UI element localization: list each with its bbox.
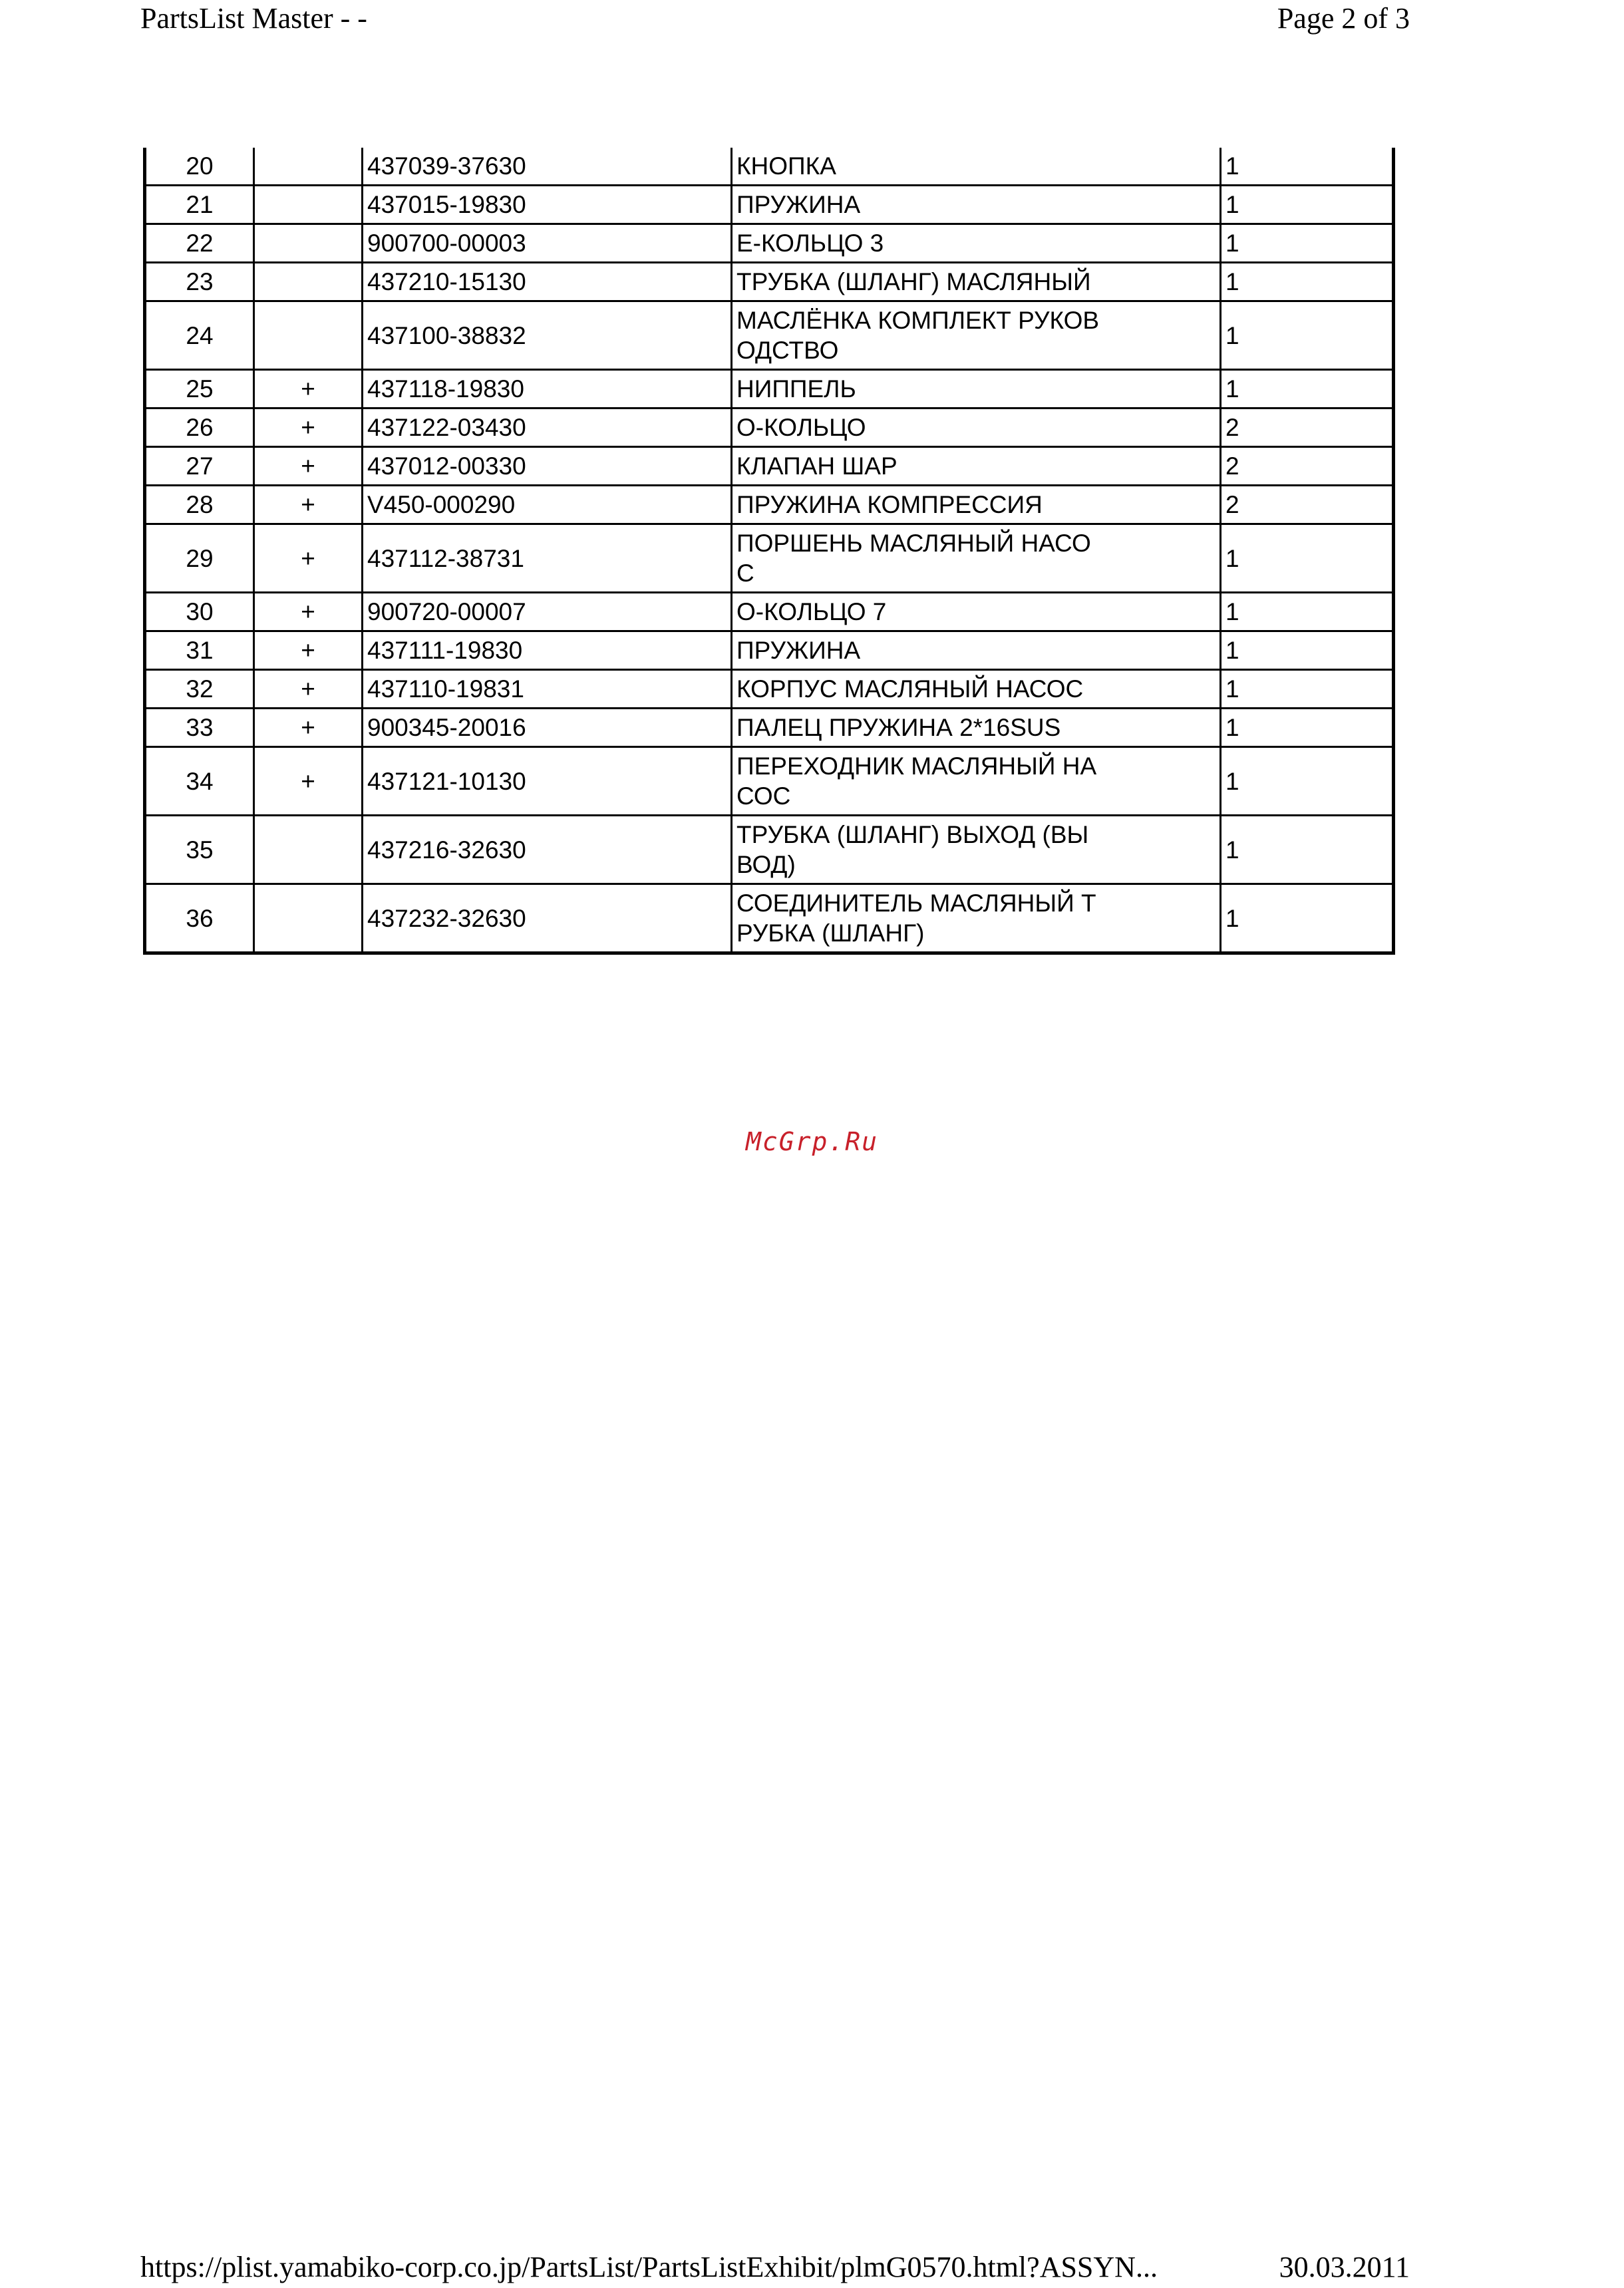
part-number-index: 25 <box>145 370 254 409</box>
part-number-index: 35 <box>145 816 254 884</box>
table-row <box>145 747 1394 816</box>
parts-table <box>143 148 1395 955</box>
part-description: Е-КОЛЬЦО 3 <box>732 224 1221 263</box>
part-code: 437012-00330 <box>363 447 732 486</box>
table-row <box>145 186 1394 224</box>
part-description: ПЕРЕХОДНИК МАСЛЯНЫЙ НА СОС <box>732 747 1221 816</box>
part-description: ТРУБКА (ШЛАНГ) ВЫХОД (ВЫ ВОД) <box>732 816 1221 884</box>
page-number: Page 2 of 3 <box>1277 2 1410 35</box>
part-mark: + <box>254 486 363 524</box>
table-row <box>145 709 1394 747</box>
part-number-index: 24 <box>145 301 254 370</box>
table-row <box>145 409 1394 447</box>
part-mark <box>254 301 363 370</box>
part-description: ПАЛЕЦ ПРУЖИНА 2*16SUS <box>732 709 1221 747</box>
part-number-index: 29 <box>145 524 254 593</box>
part-code: 437111-19830 <box>363 631 732 670</box>
part-quantity: 1 <box>1221 709 1394 747</box>
part-quantity: 1 <box>1221 148 1394 186</box>
part-quantity: 1 <box>1221 224 1394 263</box>
page-footer-date: 30.03.2011 <box>1279 2251 1410 2283</box>
part-code: 437100-38832 <box>363 301 732 370</box>
part-mark: + <box>254 670 363 709</box>
part-code: V450-000290 <box>363 486 732 524</box>
table-row <box>145 631 1394 670</box>
part-mark: + <box>254 709 363 747</box>
part-mark: + <box>254 409 363 447</box>
part-code: 437118-19830 <box>363 370 732 409</box>
part-quantity: 1 <box>1221 631 1394 670</box>
part-code: 437039-37630 <box>363 148 732 186</box>
watermark: McGrp.Ru <box>745 1127 879 1156</box>
part-quantity: 1 <box>1221 884 1394 953</box>
part-description: НИППЕЛЬ <box>732 370 1221 409</box>
part-number-index: 28 <box>145 486 254 524</box>
part-quantity: 1 <box>1221 670 1394 709</box>
part-description: О-КОЛЬЦО 7 <box>732 593 1221 631</box>
part-number-index: 22 <box>145 224 254 263</box>
table-row <box>145 524 1394 593</box>
part-mark <box>254 884 363 953</box>
part-mark <box>254 148 363 186</box>
table-row <box>145 224 1394 263</box>
part-code: 900720-00007 <box>363 593 732 631</box>
part-code: 437015-19830 <box>363 186 732 224</box>
part-code: 437122-03430 <box>363 409 732 447</box>
part-number-index: 31 <box>145 631 254 670</box>
part-code: 437232-32630 <box>363 884 732 953</box>
part-number-index: 23 <box>145 263 254 301</box>
part-mark <box>254 816 363 884</box>
part-description: СОЕДИНИТЕЛЬ МАСЛЯНЫЙ Т РУБКА (ШЛАНГ) <box>732 884 1221 953</box>
part-number-index: 20 <box>145 148 254 186</box>
part-mark <box>254 224 363 263</box>
part-description: О-КОЛЬЦО <box>732 409 1221 447</box>
part-code: 437110-19831 <box>363 670 732 709</box>
page-footer-url: https://plist.yamabiko-corp.co.jp/PartsList/PartsListExhibit/plmG0570.html?ASSYN... <box>140 2251 1158 2283</box>
part-code: 437112-38731 <box>363 524 732 593</box>
part-description: КНОПКА <box>732 148 1221 186</box>
part-mark: + <box>254 631 363 670</box>
table-row <box>145 447 1394 486</box>
part-quantity: 1 <box>1221 301 1394 370</box>
part-description: МАСЛЁНКА КОМПЛЕКТ РУКОВ ОДСТВО <box>732 301 1221 370</box>
part-quantity: 2 <box>1221 486 1394 524</box>
part-mark: + <box>254 370 363 409</box>
part-mark: + <box>254 447 363 486</box>
part-mark: + <box>254 747 363 816</box>
part-quantity: 1 <box>1221 263 1394 301</box>
part-number-index: 27 <box>145 447 254 486</box>
part-quantity: 1 <box>1221 593 1394 631</box>
part-description: ПОРШЕНЬ МАСЛЯНЫЙ НАСО С <box>732 524 1221 593</box>
part-mark <box>254 263 363 301</box>
part-quantity: 1 <box>1221 186 1394 224</box>
part-number-index: 33 <box>145 709 254 747</box>
part-code: 900700-00003 <box>363 224 732 263</box>
table-row <box>145 301 1394 370</box>
part-number-index: 36 <box>145 884 254 953</box>
part-quantity: 1 <box>1221 747 1394 816</box>
part-number-index: 34 <box>145 747 254 816</box>
part-quantity: 2 <box>1221 447 1394 486</box>
part-code: 437216-32630 <box>363 816 732 884</box>
part-description: ПРУЖИНА <box>732 186 1221 224</box>
table-row <box>145 263 1394 301</box>
part-description: ТРУБКА (ШЛАНГ) МАСЛЯНЫЙ <box>732 263 1221 301</box>
part-number-index: 30 <box>145 593 254 631</box>
part-mark <box>254 186 363 224</box>
part-code: 437121-10130 <box>363 747 732 816</box>
part-code: 900345-20016 <box>363 709 732 747</box>
part-mark: + <box>254 524 363 593</box>
table-row <box>145 593 1394 631</box>
part-quantity: 1 <box>1221 370 1394 409</box>
table-row <box>145 670 1394 709</box>
part-number-index: 32 <box>145 670 254 709</box>
table-row <box>145 370 1394 409</box>
table-row <box>145 148 1394 186</box>
part-description: ПРУЖИНА КОМПРЕССИЯ <box>732 486 1221 524</box>
part-number-index: 26 <box>145 409 254 447</box>
part-quantity: 1 <box>1221 816 1394 884</box>
part-number-index: 21 <box>145 186 254 224</box>
part-mark: + <box>254 593 363 631</box>
table-row <box>145 884 1394 953</box>
part-quantity: 2 <box>1221 409 1394 447</box>
table-row <box>145 486 1394 524</box>
part-description: ПРУЖИНА <box>732 631 1221 670</box>
page-header-title: PartsList Master - - <box>140 2 367 35</box>
part-code: 437210-15130 <box>363 263 732 301</box>
part-description: КОРПУС МАСЛЯНЫЙ НАСОС <box>732 670 1221 709</box>
part-quantity: 1 <box>1221 524 1394 593</box>
parts-table-body <box>145 148 1394 953</box>
part-description: КЛАПАН ШАР <box>732 447 1221 486</box>
table-row <box>145 816 1394 884</box>
